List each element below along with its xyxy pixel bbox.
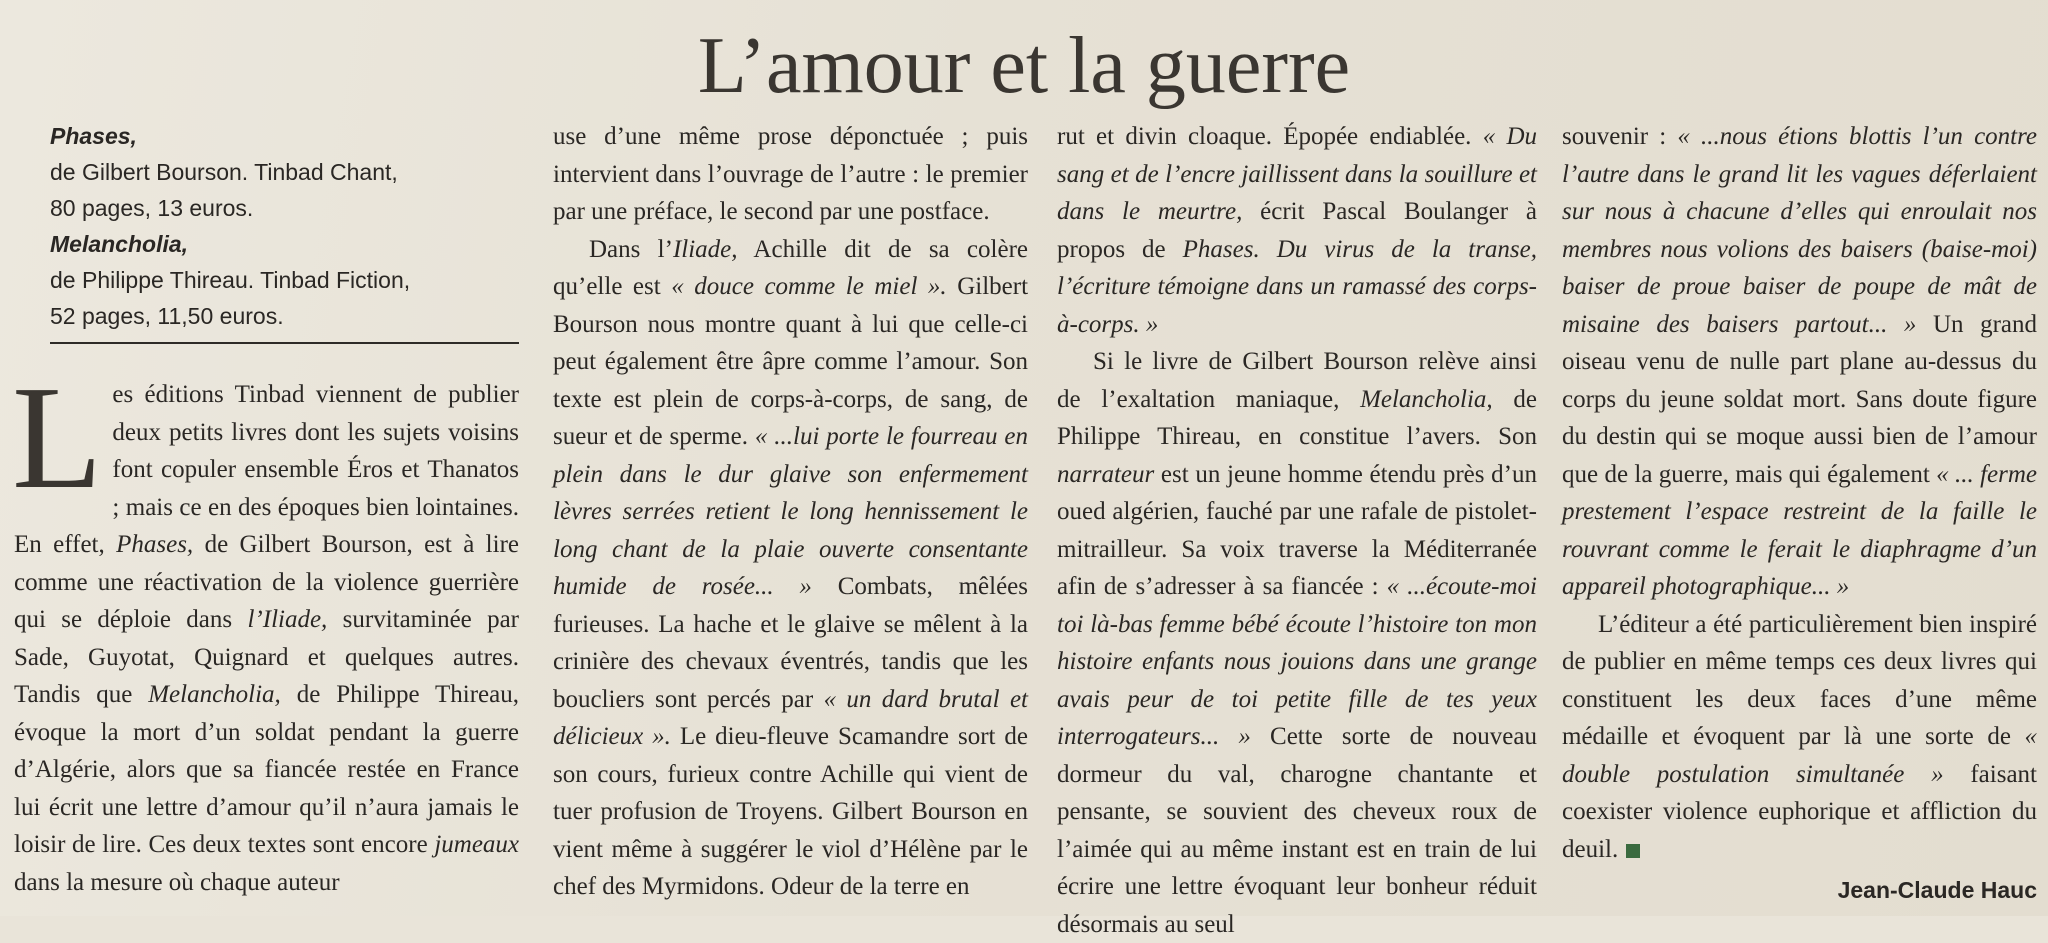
paragraph: Si le livre de Gilbert Bourson relève ainsi de l’exaltation maniaque, Melancholia, de Philippe Thireau, en constitue l’avers. Son narrateur est un jeune homme étendu près d’un oued algérien, fauché par une rafale de pistolet-mitrailleur. Sa voix traverse la Méditerranée afin de s’adresser à sa fiancée : « ...écoute-moi toi là-bas femme bébé écoute l’histoire ton mon histoire enfants nous jouions dans une grange avais peur de toi petite fille de tes yeux interrogateurs... » Cette sorte de nouveau dormeur du val, charogne chantante et pensante, se souvient des cheveux roux de l’aimée qui au même instant est en train de lui écrire une lettre évoquant leur bonheur réduit désormais au seul xyxy=(1057,348,1538,938)
book2-title: Melancholia, xyxy=(50,231,189,257)
column-2 xyxy=(553,118,1028,906)
reference-divider xyxy=(50,342,519,344)
book-references xyxy=(14,118,519,334)
paragraph: souvenir : « ...nous étions blottis l’un contre l’autre dans le grand lit les vagues déferlaient sur nous à chacune d’elles qui enroulait nos membres nous volions des baisers (baise-moi) baiser de proue baiser de poupe de mât de misaine des baisers partout... » Un grand oiseau venu de nulle part plane au-dessus du corps du jeune soldat mort. Sans doute figure du destin qui se moque aussi bien de l’amour que de la guerre, mais qui également « ... ferme prestement l’espace restreint de la faille le rouvrant comme le ferait le diaphragme d’un appareil photographique... » xyxy=(1562,123,2038,600)
book1-price: 80 pages, 13 euros. xyxy=(50,195,254,221)
book1-title: Phases, xyxy=(50,123,137,149)
paragraph: rut et divin cloaque. Épopée endiablée. « Du sang et de l’encre jaillissent dans la souillure et dans le meurtre, écrit Pascal Boulanger à propos de Phases. Du virus de la transe, l’écriture témoigne dans un ramassé des corps-à-corps. » xyxy=(1057,123,1538,338)
paragraph: Dans l’Iliade, Achille dit de sa colère qu’elle est « douce comme le miel ». Gilbert Bourson nous montre quant à lui que celle-ci peut également être âpre comme l’amour. Son texte est plein de corps-à-corps, de sang, de sueur et de sperme. « ...lui porte le fourreau en plein dans le dur glaive son enfermement lèvres serrées retient le long hennissement le long chant de la plaie ouverte consentante humide de rosée... » Combats, mêlées furieuses. La hache et le glaive se mêlent à la crinière des chevaux éventrés, tandis que les boucliers sont percés par « un dard brutal et délicieux ». Le dieu-fleuve Scamandre sort de son cours, furieux contre Achille qui vient de tuer profusion de Troyens. Gilbert Bourson en vient même à suggérer le viol d’Hélène par le chef des Myrmidons. Odeur de la terre en xyxy=(553,235,1029,900)
column-3 xyxy=(1057,118,1537,943)
end-mark-icon xyxy=(1626,844,1640,858)
paragraph: Les éditions Tinbad viennent de publier deux petits livres dont les sujets voisins font copuler ensemble Éros et Thanatos ; mais ce en des époques bien lointaines. En effet, Phases, de Gilbert Bourson, est à lire comme une réactivation de la violence guerrière qui se déploie dans l’Iliade, survitaminée par Sade, Guyotat, Quignard et quelques autres. Tandis que Melancholia, de Philippe Thireau, évoque la mort d’un soldat pendant la guerre d’Algérie, alors que sa fiancée restée en France lui écrit une lettre d’amour qu’il n’aura jamais le loisir de lire. Ces deux textes sont encore jumeaux dans la mesure où chaque auteur xyxy=(12,356,520,896)
column-4 xyxy=(1562,118,2037,910)
paragraph: use d’une même prose déponctuée ; puis intervient dans l’ouvrage de l’autre : le premier par une préface, le second par une postface. xyxy=(553,123,1028,225)
dropcap: L xyxy=(12,356,103,520)
book1-detail: de Gilbert Bourson. Tinbad Chant, xyxy=(50,159,398,185)
paragraph: L’éditeur a été particulièrement bien inspiré de publier en même temps ces deux livres qui constituent les deux faces d’une même médaille et évoquent par là une sorte de « double postulation simultanée » faisant coexister violence euphorique et affliction du deuil. xyxy=(1562,610,2037,863)
column-1 xyxy=(14,118,519,901)
book2-price: 52 pages, 11,50 euros. xyxy=(50,303,284,329)
book2-detail: de Philippe Thireau. Tinbad Fiction, xyxy=(50,267,411,293)
author-signature: Jean-Claude Hauc xyxy=(1837,877,2037,903)
article-title: L’amour et la guerre xyxy=(697,22,1351,110)
